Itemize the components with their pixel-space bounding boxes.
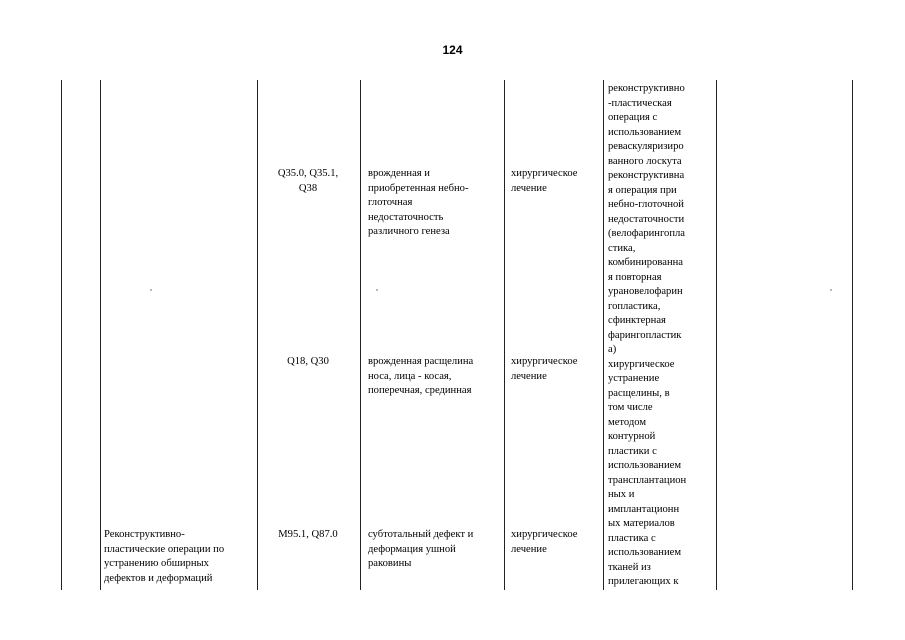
scan-dot [376,289,378,291]
treatment-type: хирургическое лечение [511,356,578,382]
diagnosis-codes: Q35.0, Q35.1, Q38 [277,168,339,194]
condition-description: врожденная и приобретенная небно- глоточная недостаточность различного генеза [368,168,469,237]
column-border [716,80,717,590]
column-border [61,80,62,590]
diagnosis-codes: Q18, Q30 [287,356,329,367]
column-border [852,80,853,590]
column-border [257,80,258,590]
scan-dot [830,289,832,291]
diagnosis-codes: M95.1, Q87.0 [278,529,338,540]
page-number: 124 [442,43,463,57]
column-border [100,80,101,590]
column-border [603,80,604,590]
treatment-type: хирургическое лечение [511,529,578,555]
scan-dot [150,289,152,291]
intervention-group-name: Реконструктивно- пластические операции по устранению обширных дефектов и деформаций [104,529,225,584]
treatment-method: реконструктивно -пластическая операция с использованием реваскуляризиро ванного лоскута реконструктивна я операция при небно-глоточной недостаточности (велофарингопла стика, комбинированна я повторная урановелофарин гопластика, сфинктерная фарингопластик а) хирургическое устранение расщелины, в том числе методом контурной пластики с использованием трансплантацион ных и имплантационн ых материалов пластика с использованием тканей из прилегающих к [608,83,687,587]
treatment-type: хирургическое лечение [511,168,578,194]
column-border [360,80,361,590]
condition-description: субтотальный дефект и деформация ушной раковины [368,529,474,569]
column-border [504,80,505,590]
condition-description: врожденная расщелина носа, лица - косая, поперечная, срединная [368,356,474,396]
